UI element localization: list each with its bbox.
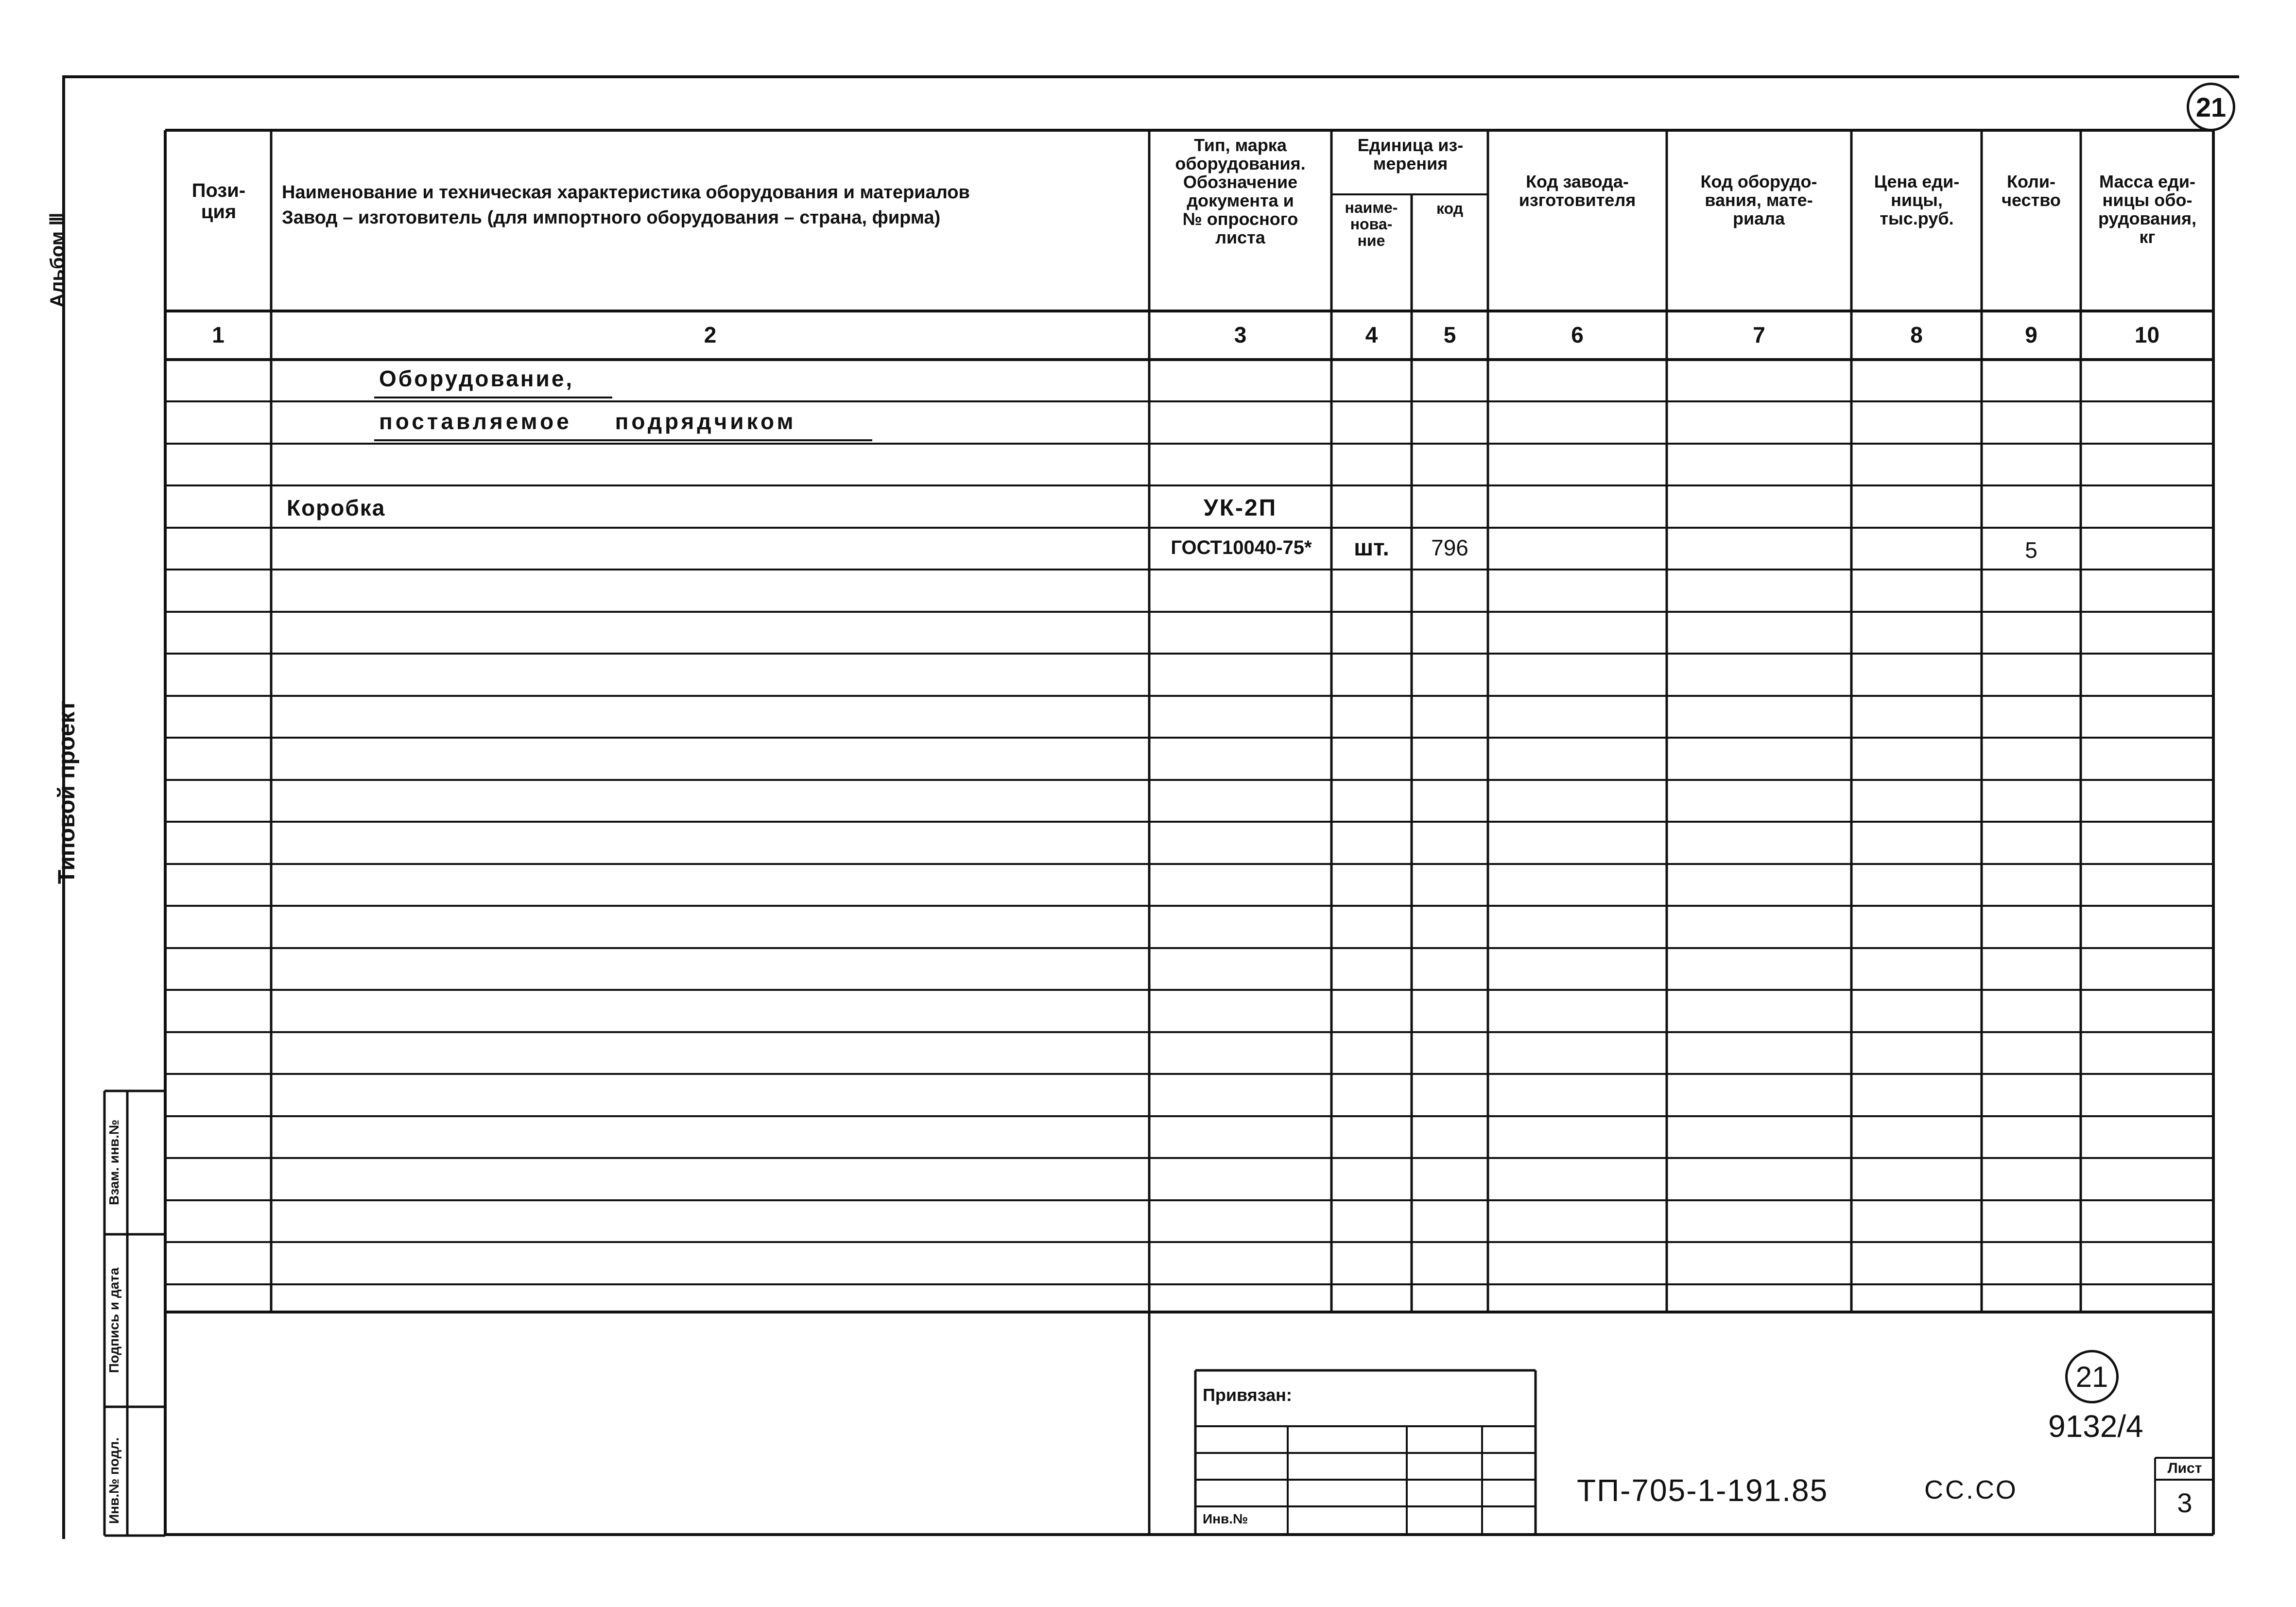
row-item-type: УК-2П <box>1203 495 1277 521</box>
row-item-code: 796 <box>1431 535 1468 560</box>
album-circle <box>2065 1350 2119 1403</box>
row-item-unit: шт. <box>1354 535 1389 561</box>
column-number: 7 <box>1753 322 1765 347</box>
stamp-inv-label: Инв.№ <box>1203 1511 1248 1526</box>
column-number: 10 <box>2134 322 2160 347</box>
stamp-attached-label: Привязан: <box>1203 1385 1292 1405</box>
album-circle-number: 21 <box>2075 1360 2108 1393</box>
header-unit-code: код <box>1436 200 1464 217</box>
stamp-inv-orig: Инв.№ подл. <box>106 1437 121 1524</box>
header-type: Тип, марка оборудования. Обозначение документа и № опросного листа <box>1175 135 1306 247</box>
album-number: 9132/4 <box>2048 1409 2143 1444</box>
header-unit-name: наиме- нова- ние <box>1345 199 1398 249</box>
column-number: 4 <box>1365 322 1378 347</box>
header-unit-group: Единица из- мерения <box>1357 135 1464 173</box>
header-position: Пози- ция <box>191 180 246 223</box>
row-item-quantity: 5 <box>2025 537 2037 563</box>
section-title-line-1: Оборудование, <box>379 366 574 391</box>
stamp-sign-date: Подпись и дата <box>106 1267 121 1373</box>
header-unit-mass: Масса еди- ницы обо- рудования, кг <box>2098 172 2197 247</box>
column-number: 6 <box>1571 322 1584 347</box>
stamp-inv-repl: Взам. инв.№ <box>106 1120 121 1205</box>
sheet-number: 3 <box>2177 1487 2192 1518</box>
column-number: 2 <box>704 322 717 347</box>
column-number: 1 <box>212 322 224 347</box>
column-number: 3 <box>1234 322 1247 347</box>
row-item-name: Коробка <box>287 495 386 520</box>
sheet-label: Лист <box>2167 1460 2202 1476</box>
column-number: 5 <box>1443 322 1456 347</box>
document-code: СС.СО <box>1924 1475 2018 1504</box>
section-title-line-2: поставляемое подрядчиком <box>379 409 796 434</box>
sheet-badge-number: 21 <box>2195 91 2227 122</box>
header-unit-price: Цена еди- ницы, тыс.руб. <box>1874 172 1960 228</box>
header-factory-code: Код завода- изготовителя <box>1519 172 1636 210</box>
header-quantity: Коли- чество <box>2002 172 2061 210</box>
album-label: Альбом Ⅲ <box>47 212 68 308</box>
column-number: 8 <box>1910 322 1923 347</box>
project-label: Типовой проект <box>54 700 80 884</box>
project-code: ТП-705-1-191.85 <box>1577 1473 1829 1508</box>
header-name: Наименование и техническая характеристика оборудования и материалов Завод – изготовитель (для импортного оборудования – страна, фирма) <box>282 182 970 228</box>
header-equipment-code: Код оборудо- вания, мате- риала <box>1700 172 1817 228</box>
column-number: 9 <box>2025 322 2037 347</box>
row-item-standard: ГОСТ10040-75* <box>1171 537 1312 558</box>
